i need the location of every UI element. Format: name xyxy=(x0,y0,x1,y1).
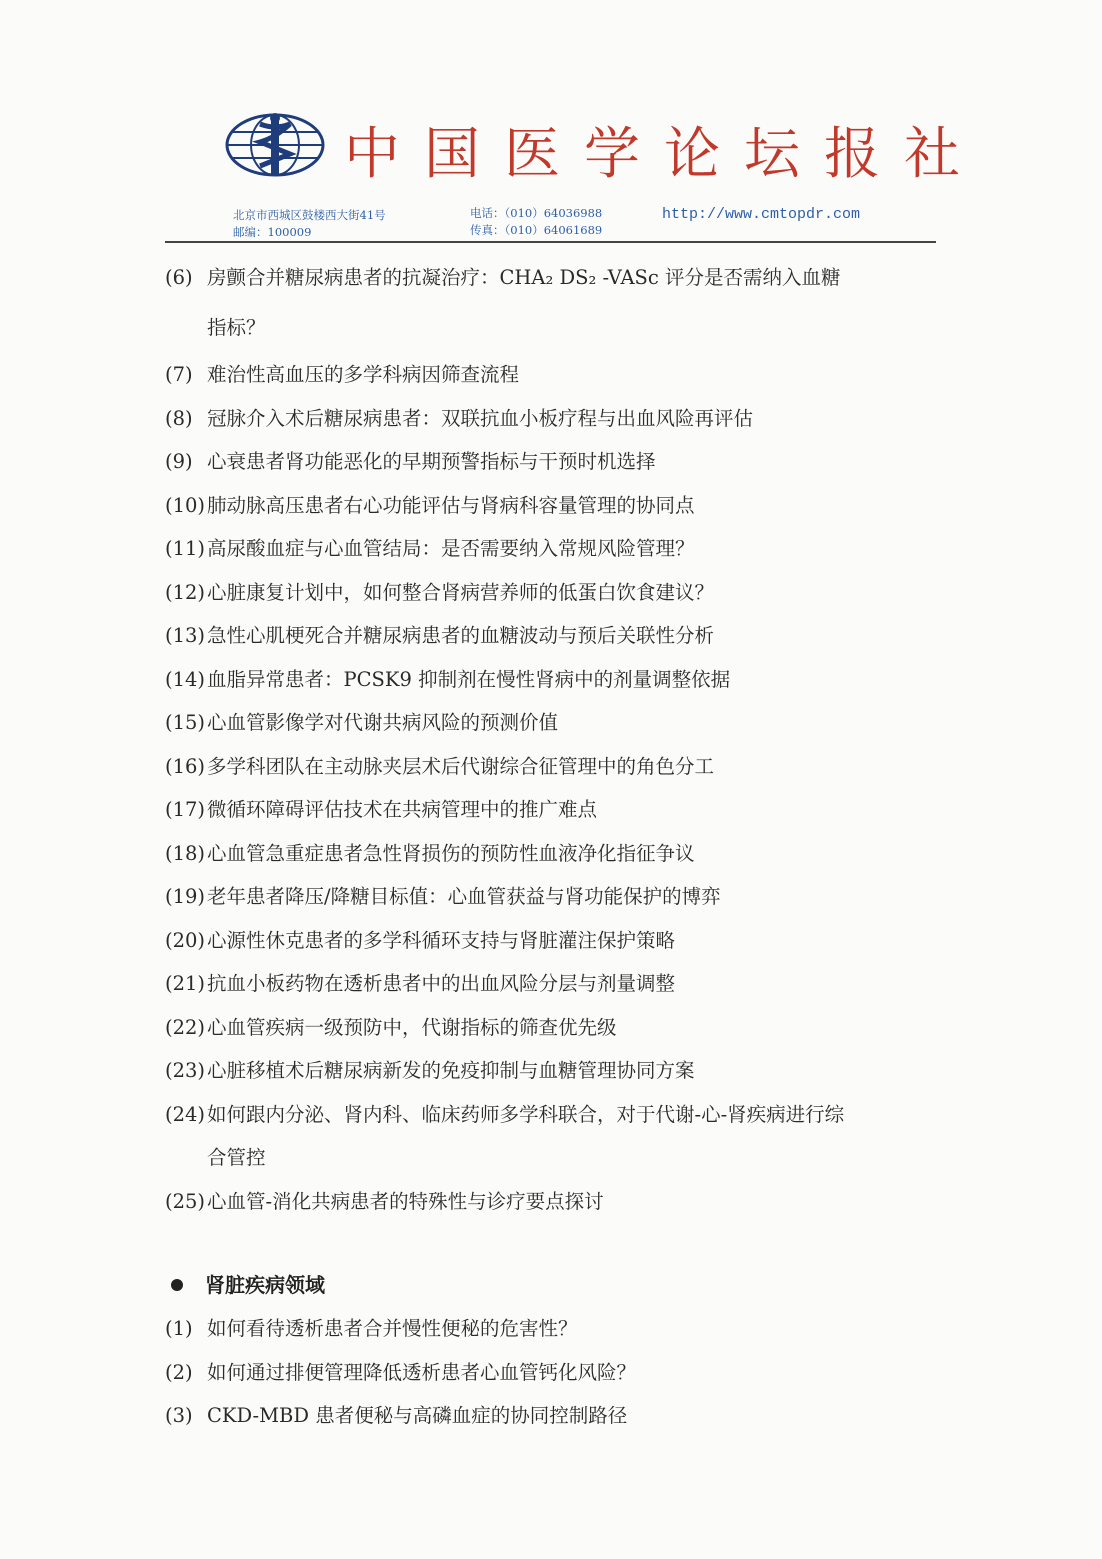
list-item xyxy=(165,484,945,528)
item-text: 心源性休克患者的多学科循环支持与肾脏灌注保护策略 xyxy=(207,928,676,952)
item-number: (12) xyxy=(165,580,206,604)
item-text: 难治性高血压的多学科病因筛查流程 xyxy=(207,363,520,386)
item-number: (2) xyxy=(165,1360,193,1384)
address-block xyxy=(233,207,386,241)
item-text-cont: 合管控 xyxy=(207,1146,266,1169)
section-title: 肾脏疾病领域 xyxy=(205,1273,325,1297)
list-item xyxy=(165,1180,945,1224)
item-number: (8) xyxy=(165,406,193,430)
item-text: 如何通过排便管理降低透析患者心血管钙化风险？ xyxy=(207,1360,637,1384)
item-text: 心脏康复计划中，如何整合肾病营养师的低蛋白饮食建议？ xyxy=(207,580,715,604)
list-item xyxy=(165,1093,945,1180)
item-text-cont: 指标？ xyxy=(207,316,266,339)
item-text: 心血管急重症患者急性肾损伤的预防性血液净化指征争议 xyxy=(207,841,695,865)
item-number: (24) xyxy=(165,1102,206,1126)
item-text: 心血管影像学对代谢共病风险的预测价值 xyxy=(207,711,559,734)
item-number: (13) xyxy=(165,624,206,647)
item-number: (20) xyxy=(165,928,206,952)
item-text: 心血管-消化共病患者的特殊性与诊疗要点探讨 xyxy=(207,1189,604,1213)
item-text: 抗血小板药物在透析患者中的出血风险分层与剂量调整 xyxy=(207,972,676,995)
item-number: (22) xyxy=(165,1015,206,1039)
list-item xyxy=(165,658,945,702)
list-item xyxy=(165,440,945,484)
item-number: (15) xyxy=(165,711,206,734)
item-text: 肺动脉高压患者右心功能评估与肾病科容量管理的协同点 xyxy=(207,493,695,517)
list-item xyxy=(165,527,945,571)
item-number: (6) xyxy=(165,266,193,289)
phone-block xyxy=(470,205,602,239)
item-text: 如何跟内分泌、肾内科、临床药师多学科联合，对于代谢-心-肾疾病进行综 xyxy=(207,1102,845,1126)
item-number: (19) xyxy=(165,885,206,908)
list-item xyxy=(165,397,945,441)
item-text: 房颤合并糖尿病患者的抗凝治疗：CHA₂ DS₂ -VASc 评分是否需纳入血糖 xyxy=(207,266,841,289)
item-text: 高尿酸血症与心血管结局：是否需要纳入常规风险管理？ xyxy=(207,537,695,560)
list-item xyxy=(165,701,945,745)
item-number: (10) xyxy=(165,493,206,517)
item-number: (3) xyxy=(165,1404,193,1427)
phone: 电话：（010）64036988 xyxy=(470,206,603,220)
item-text: 如何看待透析患者合并慢性便秘的危害性？ xyxy=(207,1317,578,1340)
item-text: 老年患者降压/降糖目标值：心血管获益与肾功能保护的博弈 xyxy=(207,885,721,908)
item-number: (25) xyxy=(165,1189,206,1213)
item-number: (17) xyxy=(165,798,206,821)
section-heading xyxy=(165,1263,945,1307)
list-item xyxy=(165,1049,945,1093)
header-divider xyxy=(165,241,936,243)
item-number: (23) xyxy=(165,1059,206,1082)
list-item xyxy=(165,1394,945,1438)
item-text: 多学科团队在主动脉夹层术后代谢综合征管理中的角色分工 xyxy=(207,754,715,778)
item-text: 心衰患者肾功能恶化的早期预警指标与干预时机选择 xyxy=(207,450,656,473)
item-number: (1) xyxy=(165,1317,193,1340)
item-number: (14) xyxy=(165,667,206,691)
item-text: 急性心肌梗死合并糖尿病患者的血糖波动与预后关联性分析 xyxy=(207,624,715,647)
list-item xyxy=(165,1307,945,1351)
section-gap xyxy=(165,1223,945,1263)
item-text: 心脏移植术后糖尿病新发的免疫抑制与血糖管理协同方案 xyxy=(207,1059,695,1082)
list-item xyxy=(165,614,945,658)
item-text: 血脂异常患者：PCSK9 抑制剂在慢性肾病中的剂量调整依据 xyxy=(207,667,731,691)
list-item xyxy=(165,745,945,789)
list-item xyxy=(165,788,945,832)
item-number: (21) xyxy=(165,972,206,995)
topic-list xyxy=(165,253,945,1438)
list-item xyxy=(165,832,945,876)
website-link[interactable]: http://www.cmtopdr.com xyxy=(662,206,861,223)
letterhead xyxy=(0,0,1102,250)
org-name: 中国医学论坛报社 xyxy=(344,122,984,187)
item-number: (18) xyxy=(165,841,206,865)
item-number: (11) xyxy=(165,537,206,560)
item-number: (16) xyxy=(165,754,206,778)
list-item xyxy=(165,353,945,397)
fax: 传真：（010）64061689 xyxy=(470,223,603,237)
item-text: 冠脉介入术后糖尿病患者：双联抗血小板疗程与出血风险再评估 xyxy=(207,406,754,430)
list-item xyxy=(165,1351,945,1395)
item-number: (9) xyxy=(165,450,193,473)
list-item xyxy=(165,962,945,1006)
item-text: CKD-MBD 患者便秘与高磷血症的协同控制路径 xyxy=(207,1404,628,1427)
item-text: 心血管疾病一级预防中，代谢指标的筛查优先级 xyxy=(207,1015,617,1039)
list-item xyxy=(165,571,945,615)
list-item xyxy=(165,875,945,919)
list-item xyxy=(165,253,945,353)
address: 北京市西城区鼓楼西大街41号 xyxy=(233,208,386,222)
list-item xyxy=(165,919,945,963)
postcode: 邮编：100009 xyxy=(233,225,312,239)
item-text: 微循环障碍评估技术在共病管理中的推广难点 xyxy=(207,798,598,821)
caduceus-globe-icon xyxy=(224,112,326,178)
bullet-icon xyxy=(171,1279,183,1291)
item-number: (7) xyxy=(165,363,193,386)
list-item xyxy=(165,1006,945,1050)
